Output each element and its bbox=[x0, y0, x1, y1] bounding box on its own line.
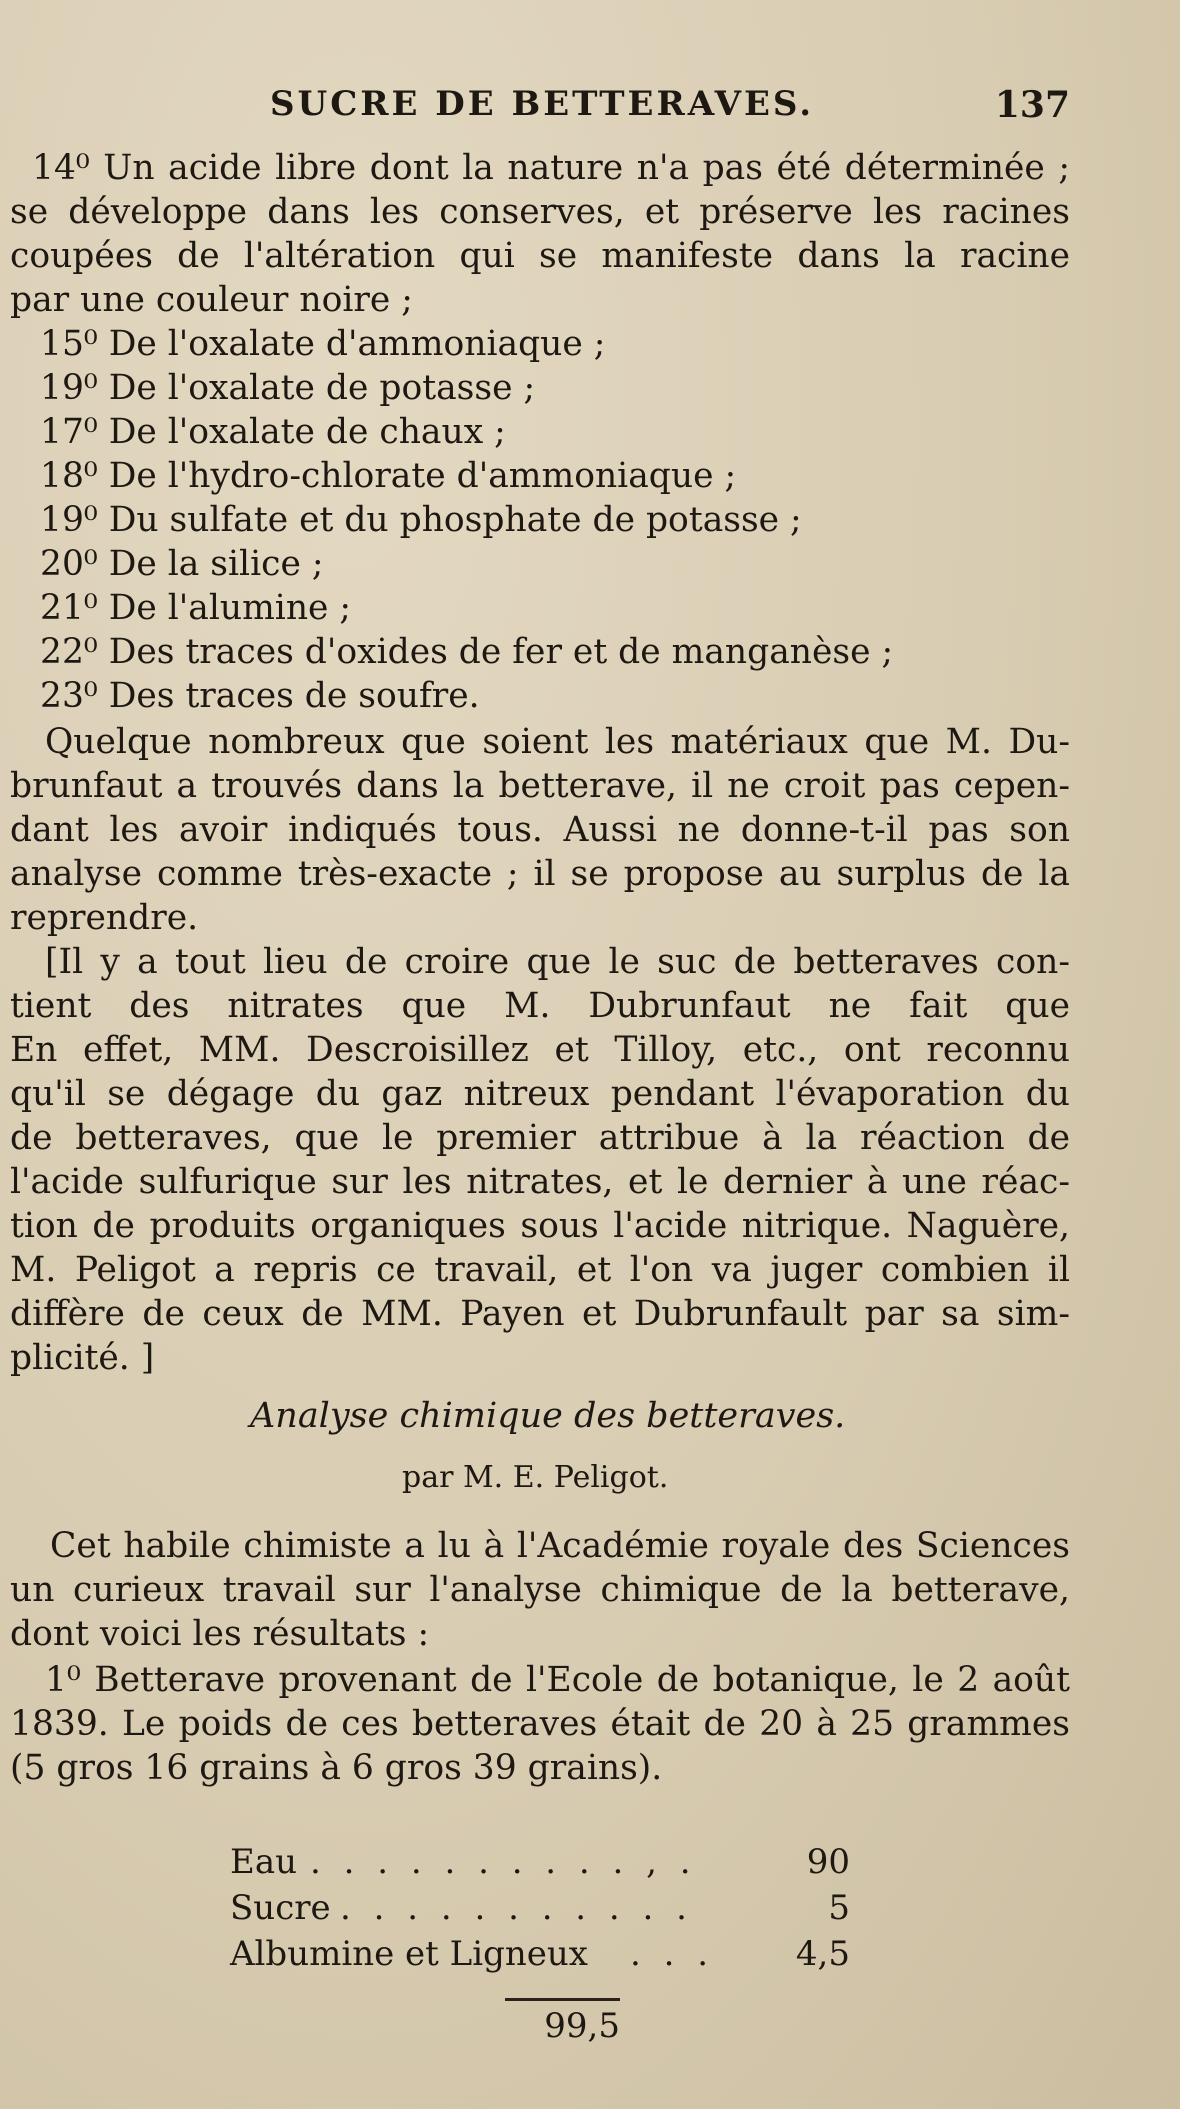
text-line: dant les avoir indiqués tous. Aussi ne donne-t-il pas son bbox=[10, 810, 1070, 850]
text-line: tient des nitrates que M. Dubrunfaut ne fait que bbox=[10, 986, 1070, 1026]
row-value: 5 bbox=[828, 1888, 850, 1928]
table-row bbox=[230, 1932, 850, 1976]
list-item: 15⁰ De l'oxalate d'ammoniaque ; bbox=[40, 324, 606, 364]
page-number: 137 bbox=[994, 84, 1070, 126]
list-item: 19⁰ De l'oxalate de potasse ; bbox=[40, 368, 536, 408]
table-row bbox=[230, 1840, 850, 1884]
row-label: Eau bbox=[230, 1842, 297, 1882]
text-line: M. Peligot a repris ce travail, et l'on va juger combien il bbox=[10, 1250, 1070, 1290]
leader-dots: . . . . . . . . . . . bbox=[340, 1888, 693, 1928]
list-item: 18⁰ De l'hydro-chlorate d'ammoniaque ; bbox=[40, 456, 737, 496]
list-item: 21⁰ De l'alumine ; bbox=[40, 588, 352, 628]
row-label: Albumine et Ligneux bbox=[230, 1934, 588, 1974]
table-total: 99,5 bbox=[544, 2006, 620, 2046]
text-line: tion de produits organiques sous l'acide nitrique. Naguère, bbox=[10, 1206, 1070, 1246]
list-item: 17⁰ De l'oxalate de chaux ; bbox=[40, 412, 506, 452]
text-line: diffère de ceux de MM. Payen et Dubrunfault par sa sim- bbox=[10, 1294, 1070, 1334]
text-line: En effet, MM. Descroisillez et Tilloy, etc., ont reconnu bbox=[10, 1030, 1070, 1070]
text-line: de betteraves, que le premier attribue à la réaction de bbox=[10, 1118, 1070, 1158]
sum-rule bbox=[505, 1998, 620, 2001]
text-line: analyse comme très-exacte ; il se propose au surplus de la bbox=[10, 854, 1070, 894]
text-line: reprendre. bbox=[10, 898, 199, 938]
list-item: 19⁰ Du sulfate et du phosphate de potasse ; bbox=[40, 500, 802, 540]
running-head: SUCRE DE BETTERAVES. bbox=[270, 84, 815, 124]
text-line: plicité. ] bbox=[10, 1338, 155, 1378]
text-line: Quelque nombreux que soient les matériaux que M. Du- bbox=[45, 722, 1070, 762]
text-line: 1⁰ Betterave provenant de l'Ecole de botanique, le 2 août bbox=[45, 1660, 1070, 1700]
text-line: l'acide sulfurique sur les nitrates, et le dernier à une réac- bbox=[10, 1162, 1070, 1202]
text-line: [Il y a tout lieu de croire que le suc de betteraves con- bbox=[45, 942, 1070, 982]
list-item: 20⁰ De la silice ; bbox=[40, 544, 324, 584]
row-value: 4,5 bbox=[795, 1934, 850, 1974]
text-line: un curieux travail sur l'analyse chimique de la betterave, bbox=[10, 1570, 1070, 1610]
list-item: 23⁰ Des traces de soufre. bbox=[40, 676, 480, 716]
text-line: 1839. Le poids de ces betteraves était de 20 à 25 grammes bbox=[10, 1704, 1070, 1744]
row-label: Sucre bbox=[230, 1888, 331, 1928]
row-value: 90 bbox=[806, 1842, 850, 1882]
text-line: Cet habile chimiste a lu à l'Académie royale des Sciences bbox=[50, 1526, 1070, 1566]
section-title: Analyse chimique des betteraves. bbox=[250, 1396, 846, 1436]
text-line: se développe dans les conserves, et préserve les racines bbox=[10, 192, 1070, 232]
text-line: dont voici les résultats : bbox=[10, 1614, 430, 1654]
section-byline: par M. E. Peligot. bbox=[402, 1460, 669, 1495]
page-header bbox=[270, 84, 1070, 134]
table-row bbox=[230, 1886, 850, 1930]
leader-dots: . . . bbox=[630, 1934, 715, 1974]
text-line: coupées de l'altération qui se manifeste dans la racine bbox=[10, 236, 1070, 276]
text-line: par une couleur noire ; bbox=[10, 280, 413, 320]
list-item: 22⁰ Des traces d'oxides de fer et de manganèse ; bbox=[40, 632, 894, 672]
text-line: brunfaut a trouvés dans la betterave, il ne croit pas cepen- bbox=[10, 766, 1070, 806]
text-line: 14⁰ Un acide libre dont la nature n'a pas été déterminée ; bbox=[32, 148, 1070, 188]
text-line: qu'il se dégage du gaz nitreux pendant l'évaporation du bbox=[10, 1074, 1070, 1114]
leader-dots: . . . . . . . . . . , . bbox=[310, 1842, 697, 1882]
text-line: (5 gros 16 grains à 6 gros 39 grains). bbox=[10, 1748, 663, 1788]
